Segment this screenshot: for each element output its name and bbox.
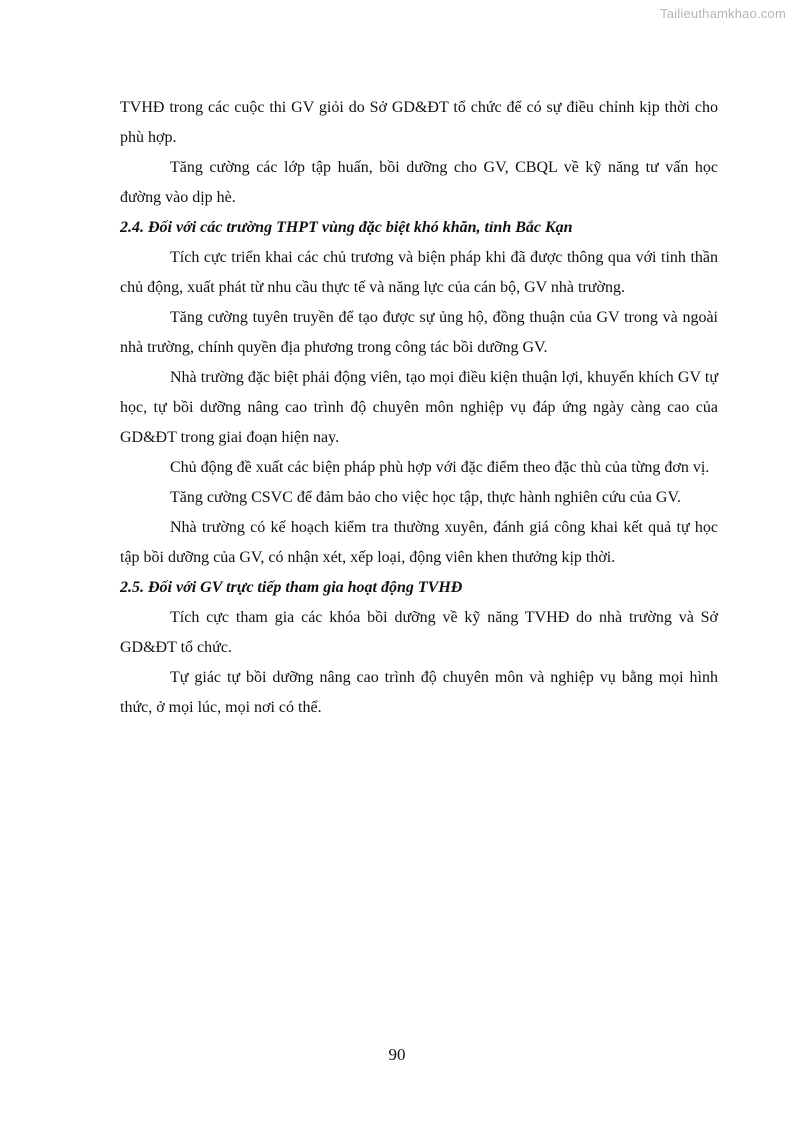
paragraph-4: Tăng cường tuyên truyền để tạo được sự ủng hộ, đồng thuận của GV trong và ngoài nhà trường, chính quyền địa phương trong công tác bồi dưỡng GV. <box>120 309 718 356</box>
paragraph-2: Tăng cường các lớp tập huấn, bồi dưỡng cho GV, CBQL về kỹ năng tư vấn học đường vào dịp hè. <box>120 159 718 206</box>
paragraph-1: TVHĐ trong các cuộc thi GV giỏi do Sở GD&ĐT tổ chức để có sự điều chỉnh kịp thời cho phù hợp. <box>120 99 718 146</box>
paragraph-3: Tích cực triển khai các chủ trương và biện pháp khi đã được thông qua với tinh thần chủ động, xuất phát từ nhu cầu thực tế và năng lực của cán bộ, GV nhà trường. <box>120 249 718 296</box>
document-body <box>120 93 718 723</box>
paragraph-7: Tăng cường CSVC để đảm bảo cho việc học tập, thực hành nghiên cứu của GV. <box>170 489 681 506</box>
paragraph-5: Nhà trường đặc biệt phải động viên, tạo mọi điều kiện thuận lợi, khuyến khích GV tự học, tự bồi dưỡng nâng cao trình độ chuyên môn nghiệp vụ đáp ứng ngày càng cao của GD&ĐT trong giai đoạn hiện nay. <box>120 369 718 446</box>
watermark: Tailieuthamkhao.com <box>660 6 786 21</box>
section-heading-2-5: 2.5. Đối với GV trực tiếp tham gia hoạt động TVHĐ <box>120 579 463 596</box>
paragraph-10: Tự giác tự bồi dưỡng nâng cao trình độ chuyên môn và nghiệp vụ bằng mọi hình thức, ở mọi lúc, mọi nơi có thể. <box>120 669 718 716</box>
paragraph-6: Chủ động đề xuất các biện pháp phù hợp với đặc điểm theo đặc thù của từng đơn vị. <box>170 459 710 476</box>
paragraph-9: Tích cực tham gia các khóa bồi dưỡng về kỹ năng TVHĐ do nhà trường và Sở GD&ĐT tổ chức. <box>120 609 718 656</box>
paragraph-8: Nhà trường có kế hoạch kiểm tra thường xuyên, đánh giá công khai kết quả tự học tập bồi dưỡng của GV, có nhận xét, xếp loại, động viên khen thưởng kịp thời. <box>120 519 718 566</box>
page-number: 90 <box>388 1045 406 1064</box>
section-heading-2-4: 2.4. Đối với các trường THPT vùng đặc biệt khó khăn, tỉnh Bắc Kạn <box>120 219 573 236</box>
